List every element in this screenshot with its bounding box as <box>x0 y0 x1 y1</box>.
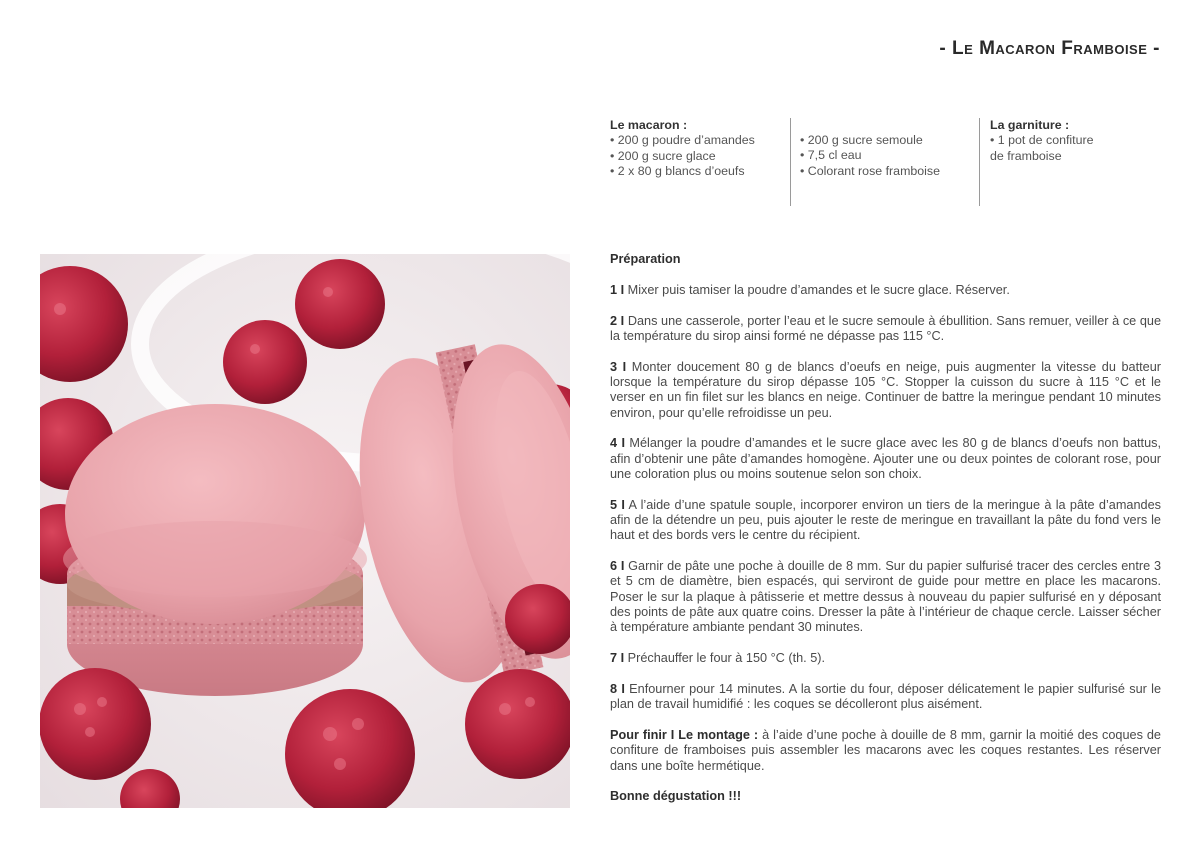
closing-line: Bonne dégustation !!! <box>610 789 742 804</box>
step-text: A l’aide d’une spatule souple, incorporer environ un tiers de la meringue à la pâte d’amandes afin de la détendre un peu, puis ajouter le reste de meringue en travaillant la pâte du fond vers le haut et des bords vers le centre du récipient. <box>610 497 1161 543</box>
step-4 <box>610 436 1161 482</box>
ingredients-macaron-heading: Le macaron : <box>610 118 688 132</box>
step-3 <box>610 360 1161 421</box>
ingredient-item: • 200 g poudre d’amandes <box>610 133 755 148</box>
step-number: 3 I <box>610 359 627 374</box>
macaron-photo <box>40 254 570 808</box>
ingredients-garniture-heading: La garniture : <box>990 118 1070 132</box>
ingredient-item: • 200 g sucre semoule <box>800 133 923 147</box>
step-number: 4 I <box>610 436 625 451</box>
step-number: 5 I <box>610 497 625 512</box>
step-text: Préchauffer le four à 150 °C (th. 5). <box>627 651 826 666</box>
ingredients-macaron <box>610 118 786 180</box>
column-divider <box>979 118 980 206</box>
step-number: 2 I <box>610 313 625 328</box>
ingredients-sirop <box>800 133 976 179</box>
step-text: Mélanger la poudre d’amandes et le sucre glace avec les 80 g de blancs d’oeufs non battus, afin d’obtenir une pâte d’amandes homogène. Ajouter une ou deux pointes de colorant rose, pour une coloration plus ou moins soutenue selon son choix. <box>610 436 1162 481</box>
preparation-section <box>610 252 1161 805</box>
ingredient-item: • Colorant rose framboise <box>800 163 941 178</box>
step-7 <box>610 651 1161 666</box>
step-5 <box>610 498 1161 544</box>
step-text: Dans une casserole, porter l’eau et le sucre semoule à ébullition. Sans remuer, veiller à ce que la température du sirop ainsi formé ne dépasse pas 115 °C. <box>610 313 1161 343</box>
ingredient-item: • 7,5 cl eau <box>800 148 862 163</box>
ingredient-item: de framboise <box>990 148 1062 163</box>
step-8 <box>610 682 1161 713</box>
step-2 <box>610 314 1161 345</box>
finishing-label: Pour finir I Le montage : <box>610 728 759 743</box>
step-text: Monter doucement 80 g de blancs d’oeufs en neige, puis augmenter la vitesse du batteur lorsque la température du sirop dépasse 105 °C. Stopper la cuisson du sucre à 115 °C et le verser en un fin filet sur les blancs en neige. Continuer de battre la meringue pendant 10 minutes environ, pour qu’elle refroidisse un peu. <box>610 359 1161 420</box>
column-divider <box>790 118 791 206</box>
step-text: Garnir de pâte une poche à douille de 8 mm. Sur du papier sulfurisé tracer des cercles entre 3 et 5 cm de diamètre, bien espacés, qui serviront de guide pour mettre en place les macarons. Poser le sur la plaque à pâtisserie et mettre dessus à nouveau du papier sulfurisé en y déposant des points de pâte aux quatre coins. Dresser la pâte à l’intérieur de chaque cercle. Laisser sécher à température ambiante pendant 30 minutes. <box>610 559 1161 635</box>
ingredient-item: • 200 g sucre glace <box>610 148 716 163</box>
recipe-title: - Le Macaron Framboise - <box>939 38 1160 59</box>
step-1 <box>610 283 1161 298</box>
step-number: 1 I <box>610 282 625 297</box>
ingredients-panel <box>610 118 1162 208</box>
ingredients-garniture <box>990 118 1160 164</box>
ingredient-item: • 1 pot de confiture <box>990 133 1094 148</box>
ingredient-item: • 2 x 80 g blancs d’oeufs <box>610 164 745 179</box>
preparation-heading: Préparation <box>610 252 681 266</box>
step-number: 6 I <box>610 559 625 574</box>
step-text: Mixer puis tamiser la poudre d’amandes et le sucre glace. Réserver. <box>627 282 1010 297</box>
step-number: 7 I <box>610 651 625 666</box>
finishing-step <box>610 728 1161 774</box>
finishing-text: à l’aide d’une poche à douille de 8 mm, garnir la moitié des coques de confiture de framboises puis assembler les macarons avec les coques restantes. Les réserver dans une boîte hermétique. <box>610 728 1161 773</box>
step-6 <box>610 559 1161 635</box>
step-number: 8 I <box>610 681 625 696</box>
step-text: Enfourner pour 14 minutes. A la sortie du four, déposer délicatement le papier sulfurisé sur le plan de travail humidifié : les coques se décolleront plus aisément. <box>610 681 1162 712</box>
